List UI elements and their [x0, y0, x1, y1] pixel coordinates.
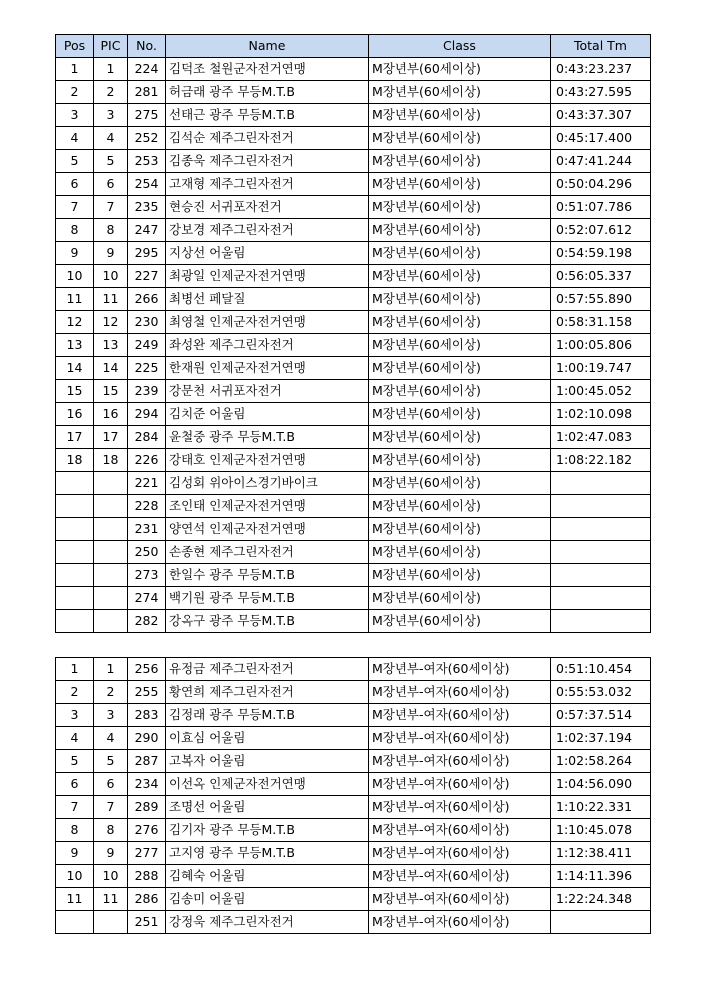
cell-pos: 2 [56, 81, 94, 104]
cell-pos: 10 [56, 865, 94, 888]
cell-pos: 14 [56, 357, 94, 380]
cell-pos: 4 [56, 727, 94, 750]
cell-class: M장년부-여자(60세이상) [369, 658, 551, 681]
cell-name: 양연석 인제군자전거연맹 [166, 518, 369, 541]
cell-total-time [551, 518, 651, 541]
cell-total-time: 0:50:04.296 [551, 173, 651, 196]
cell-total-time: 1:02:58.264 [551, 750, 651, 773]
cell-pic: 9 [94, 242, 128, 265]
cell-class: M장년부(60세이상) [369, 311, 551, 334]
cell-class: M장년부-여자(60세이상) [369, 842, 551, 865]
table-row [56, 495, 651, 518]
cell-name: 고지영 광주 무등M.T.B [166, 842, 369, 865]
cell-pic [94, 472, 128, 495]
cell-total-time [551, 495, 651, 518]
cell-class: M장년부-여자(60세이상) [369, 888, 551, 911]
cell-name: 김송미 어울림 [166, 888, 369, 911]
cell-pic: 6 [94, 773, 128, 796]
cell-total-time: 0:58:31.158 [551, 311, 651, 334]
cell-name: 손종현 제주그린자전거 [166, 541, 369, 564]
cell-total-time: 1:02:10.098 [551, 403, 651, 426]
cell-pic [94, 518, 128, 541]
cell-no: 286 [128, 888, 166, 911]
cell-pic: 14 [94, 357, 128, 380]
cell-class: M장년부(60세이상) [369, 127, 551, 150]
cell-pos: 5 [56, 150, 94, 173]
cell-no: 256 [128, 658, 166, 681]
cell-no: 252 [128, 127, 166, 150]
cell-total-time: 0:47:41.244 [551, 150, 651, 173]
cell-class: M장년부(60세이상) [369, 265, 551, 288]
cell-pic: 18 [94, 449, 128, 472]
cell-pos: 10 [56, 265, 94, 288]
cell-pic [94, 587, 128, 610]
cell-total-time: 1:00:45.052 [551, 380, 651, 403]
cell-pos: 11 [56, 888, 94, 911]
cell-pic: 8 [94, 219, 128, 242]
cell-pos [56, 495, 94, 518]
cell-name: 강옥구 광주 무등M.T.B [166, 610, 369, 633]
cell-name: 최광일 인제군자전거연맹 [166, 265, 369, 288]
table-row [56, 380, 651, 403]
cell-name: 백기원 광주 무등M.T.B [166, 587, 369, 610]
table-row [56, 265, 651, 288]
table-row [56, 403, 651, 426]
cell-no: 276 [128, 819, 166, 842]
cell-pic: 11 [94, 288, 128, 311]
cell-pos: 16 [56, 403, 94, 426]
cell-pos: 1 [56, 58, 94, 81]
table-row [56, 449, 651, 472]
cell-name: 선태근 광주 무등M.T.B [166, 104, 369, 127]
table-row [56, 242, 651, 265]
cell-pos: 8 [56, 219, 94, 242]
cell-name: 강태호 인제군자전거연맹 [166, 449, 369, 472]
cell-no: 231 [128, 518, 166, 541]
cell-pos: 1 [56, 658, 94, 681]
table-row [56, 610, 651, 633]
cell-name: 김덕조 철원군자전거연맹 [166, 58, 369, 81]
cell-name: 좌성완 제주그린자전거 [166, 334, 369, 357]
cell-total-time: 1:02:47.083 [551, 426, 651, 449]
cell-class: M장년부-여자(60세이상) [369, 796, 551, 819]
results-table-men-60-plus [55, 34, 651, 633]
cell-pos: 4 [56, 127, 94, 150]
cell-name: 김혜숙 어울림 [166, 865, 369, 888]
cell-total-time: 0:52:07.612 [551, 219, 651, 242]
cell-class: M장년부(60세이상) [369, 173, 551, 196]
cell-total-time: 0:54:59.198 [551, 242, 651, 265]
table-row [56, 127, 651, 150]
cell-pos: 7 [56, 196, 94, 219]
table-row [56, 357, 651, 380]
cell-pic: 4 [94, 127, 128, 150]
cell-class: M장년부(60세이상) [369, 196, 551, 219]
cell-pos: 13 [56, 334, 94, 357]
cell-class: M장년부(60세이상) [369, 403, 551, 426]
cell-pic [94, 610, 128, 633]
cell-class: M장년부(60세이상) [369, 449, 551, 472]
cell-class: M장년부(60세이상) [369, 518, 551, 541]
cell-no: 254 [128, 173, 166, 196]
cell-class: M장년부(60세이상) [369, 541, 551, 564]
table-row [56, 796, 651, 819]
table-row [56, 334, 651, 357]
cell-total-time: 1:10:22.331 [551, 796, 651, 819]
cell-pic [94, 541, 128, 564]
table-row [56, 704, 651, 727]
header-no: No. [128, 35, 166, 58]
cell-no: 235 [128, 196, 166, 219]
cell-class: M장년부(60세이상) [369, 58, 551, 81]
cell-pic: 10 [94, 865, 128, 888]
cell-total-time [551, 587, 651, 610]
cell-pic: 13 [94, 334, 128, 357]
table-header-row [56, 35, 651, 58]
cell-total-time: 1:14:11.396 [551, 865, 651, 888]
cell-total-time: 0:57:37.514 [551, 704, 651, 727]
table-row [56, 426, 651, 449]
table-row [56, 472, 651, 495]
cell-pic: 7 [94, 196, 128, 219]
cell-pic: 5 [94, 750, 128, 773]
cell-no: 275 [128, 104, 166, 127]
cell-pos: 9 [56, 842, 94, 865]
cell-name: 김정래 광주 무등M.T.B [166, 704, 369, 727]
cell-no: 281 [128, 81, 166, 104]
table-row [56, 750, 651, 773]
cell-no: 273 [128, 564, 166, 587]
header-pos: Pos [56, 35, 94, 58]
cell-pos [56, 911, 94, 934]
cell-pos [56, 472, 94, 495]
cell-name: 허금래 광주 무등M.T.B [166, 81, 369, 104]
cell-total-time: 1:04:56.090 [551, 773, 651, 796]
cell-no: 234 [128, 773, 166, 796]
cell-class: M장년부(60세이상) [369, 334, 551, 357]
cell-pic: 11 [94, 888, 128, 911]
table-row [56, 173, 651, 196]
cell-pos: 15 [56, 380, 94, 403]
cell-pic [94, 911, 128, 934]
table-row [56, 219, 651, 242]
cell-no: 225 [128, 357, 166, 380]
cell-class: M장년부(60세이상) [369, 380, 551, 403]
cell-no: 287 [128, 750, 166, 773]
cell-class: M장년부(60세이상) [369, 104, 551, 127]
cell-no: 283 [128, 704, 166, 727]
cell-pos [56, 587, 94, 610]
cell-pic: 8 [94, 819, 128, 842]
cell-class: M장년부(60세이상) [369, 472, 551, 495]
cell-total-time: 1:22:24.348 [551, 888, 651, 911]
cell-class: M장년부-여자(60세이상) [369, 911, 551, 934]
header-pic: PIC [94, 35, 128, 58]
cell-total-time: 1:10:45.078 [551, 819, 651, 842]
cell-total-time [551, 610, 651, 633]
cell-class: M장년부(60세이상) [369, 587, 551, 610]
cell-name: 김종욱 제주그린자전거 [166, 150, 369, 173]
cell-class: M장년부-여자(60세이상) [369, 819, 551, 842]
table-body [56, 58, 651, 633]
cell-name: 고복자 어울림 [166, 750, 369, 773]
cell-pos [56, 610, 94, 633]
cell-name: 이효심 어울림 [166, 727, 369, 750]
cell-pos: 6 [56, 173, 94, 196]
table-row [56, 518, 651, 541]
cell-no: 230 [128, 311, 166, 334]
cell-pos: 17 [56, 426, 94, 449]
cell-no: 277 [128, 842, 166, 865]
cell-class: M장년부-여자(60세이상) [369, 750, 551, 773]
table-row [56, 773, 651, 796]
cell-pos: 8 [56, 819, 94, 842]
cell-pic: 6 [94, 173, 128, 196]
cell-pos: 9 [56, 242, 94, 265]
cell-total-time: 0:57:55.890 [551, 288, 651, 311]
cell-total-time: 0:51:10.454 [551, 658, 651, 681]
cell-name: 윤철중 광주 무등M.T.B [166, 426, 369, 449]
cell-name: 황연희 제주그린자전거 [166, 681, 369, 704]
cell-total-time: 0:43:23.237 [551, 58, 651, 81]
cell-total-time: 0:43:37.307 [551, 104, 651, 127]
cell-total-time: 1:00:05.806 [551, 334, 651, 357]
cell-pos: 11 [56, 288, 94, 311]
table-row [56, 658, 651, 681]
table-row [56, 911, 651, 934]
cell-pic: 1 [94, 58, 128, 81]
table-row [56, 104, 651, 127]
cell-no: 255 [128, 681, 166, 704]
table-row [56, 842, 651, 865]
cell-pos: 6 [56, 773, 94, 796]
cell-class: M장년부(60세이상) [369, 150, 551, 173]
cell-pos [56, 541, 94, 564]
cell-total-time: 1:00:19.747 [551, 357, 651, 380]
cell-total-time: 1:12:38.411 [551, 842, 651, 865]
cell-class: M장년부-여자(60세이상) [369, 773, 551, 796]
cell-class: M장년부-여자(60세이상) [369, 704, 551, 727]
cell-name: 강보경 제주그린자전거 [166, 219, 369, 242]
table-row [56, 865, 651, 888]
cell-total-time [551, 911, 651, 934]
cell-pic: 9 [94, 842, 128, 865]
cell-class: M장년부(60세이상) [369, 610, 551, 633]
cell-no: 289 [128, 796, 166, 819]
cell-name: 한재원 인제군자전거연맹 [166, 357, 369, 380]
cell-class: M장년부-여자(60세이상) [369, 727, 551, 750]
table-row [56, 541, 651, 564]
cell-pic: 16 [94, 403, 128, 426]
cell-pos: 2 [56, 681, 94, 704]
table-row [56, 288, 651, 311]
cell-name: 지상선 어울림 [166, 242, 369, 265]
cell-name: 김기자 광주 무등M.T.B [166, 819, 369, 842]
cell-class: M장년부(60세이상) [369, 564, 551, 587]
table-row [56, 81, 651, 104]
header-total-time: Total Tm [551, 35, 651, 58]
cell-no: 249 [128, 334, 166, 357]
cell-name: 김석순 제주그린자전거 [166, 127, 369, 150]
cell-pic: 2 [94, 681, 128, 704]
table-row [56, 727, 651, 750]
cell-pic: 7 [94, 796, 128, 819]
cell-no: 282 [128, 610, 166, 633]
cell-class: M장년부(60세이상) [369, 288, 551, 311]
cell-pos [56, 564, 94, 587]
cell-pos: 3 [56, 704, 94, 727]
cell-total-time: 1:08:22.182 [551, 449, 651, 472]
cell-name: 현승진 서귀포자전거 [166, 196, 369, 219]
table-row [56, 196, 651, 219]
cell-class: M장년부-여자(60세이상) [369, 865, 551, 888]
cell-name: 이선옥 인제군자전거연맹 [166, 773, 369, 796]
cell-no: 224 [128, 58, 166, 81]
cell-class: M장년부(60세이상) [369, 219, 551, 242]
cell-total-time: 0:51:07.786 [551, 196, 651, 219]
cell-no: 253 [128, 150, 166, 173]
table-row [56, 564, 651, 587]
cell-name: 한일수 광주 무등M.T.B [166, 564, 369, 587]
cell-name: 최영철 인제군자전거연맹 [166, 311, 369, 334]
cell-class: M장년부(60세이상) [369, 242, 551, 265]
cell-no: 274 [128, 587, 166, 610]
cell-pic [94, 495, 128, 518]
cell-pos: 18 [56, 449, 94, 472]
cell-pic: 5 [94, 150, 128, 173]
cell-total-time: 0:43:27.595 [551, 81, 651, 104]
cell-no: 251 [128, 911, 166, 934]
table-row [56, 681, 651, 704]
cell-no: 284 [128, 426, 166, 449]
cell-class: M장년부(60세이상) [369, 426, 551, 449]
cell-total-time: 0:55:53.032 [551, 681, 651, 704]
cell-pic [94, 564, 128, 587]
cell-pic: 12 [94, 311, 128, 334]
cell-name: 유정금 제주그린자전거 [166, 658, 369, 681]
table-row [56, 819, 651, 842]
header-class: Class [369, 35, 551, 58]
cell-no: 250 [128, 541, 166, 564]
header-name: Name [166, 35, 369, 58]
cell-no: 228 [128, 495, 166, 518]
cell-name: 조인태 인제군자전거연맹 [166, 495, 369, 518]
cell-no: 294 [128, 403, 166, 426]
cell-class: M장년부(60세이상) [369, 81, 551, 104]
cell-pos [56, 518, 94, 541]
table-row [56, 150, 651, 173]
cell-pos: 12 [56, 311, 94, 334]
cell-total-time [551, 564, 651, 587]
cell-no: 227 [128, 265, 166, 288]
cell-pic: 4 [94, 727, 128, 750]
table-row [56, 311, 651, 334]
cell-pos: 7 [56, 796, 94, 819]
cell-pos: 5 [56, 750, 94, 773]
table-body [56, 658, 651, 934]
cell-no: 221 [128, 472, 166, 495]
cell-pic: 1 [94, 658, 128, 681]
cell-name: 강문천 서귀포자전거 [166, 380, 369, 403]
table-row [56, 587, 651, 610]
cell-pic: 2 [94, 81, 128, 104]
cell-name: 김치준 어울림 [166, 403, 369, 426]
cell-no: 266 [128, 288, 166, 311]
cell-class: M장년부(60세이상) [369, 495, 551, 518]
cell-no: 239 [128, 380, 166, 403]
cell-name: 김성회 위아이스경기바이크 [166, 472, 369, 495]
results-table-women-60-plus [55, 657, 651, 934]
cell-name: 고재형 제주그린자전거 [166, 173, 369, 196]
cell-pic: 15 [94, 380, 128, 403]
cell-no: 247 [128, 219, 166, 242]
cell-total-time [551, 541, 651, 564]
cell-pic: 10 [94, 265, 128, 288]
cell-no: 290 [128, 727, 166, 750]
cell-name: 강정욱 제주그린자전거 [166, 911, 369, 934]
cell-pic: 3 [94, 104, 128, 127]
cell-total-time: 0:45:17.400 [551, 127, 651, 150]
cell-pic: 3 [94, 704, 128, 727]
cell-total-time: 1:02:37.194 [551, 727, 651, 750]
cell-no: 226 [128, 449, 166, 472]
cell-pic: 17 [94, 426, 128, 449]
cell-no: 288 [128, 865, 166, 888]
cell-name: 최병선 페달질 [166, 288, 369, 311]
cell-class: M장년부(60세이상) [369, 357, 551, 380]
cell-name: 조명선 어울림 [166, 796, 369, 819]
cell-total-time: 0:56:05.337 [551, 265, 651, 288]
cell-class: M장년부-여자(60세이상) [369, 681, 551, 704]
table-row [56, 888, 651, 911]
table-row [56, 58, 651, 81]
cell-total-time [551, 472, 651, 495]
cell-pos: 3 [56, 104, 94, 127]
cell-no: 295 [128, 242, 166, 265]
